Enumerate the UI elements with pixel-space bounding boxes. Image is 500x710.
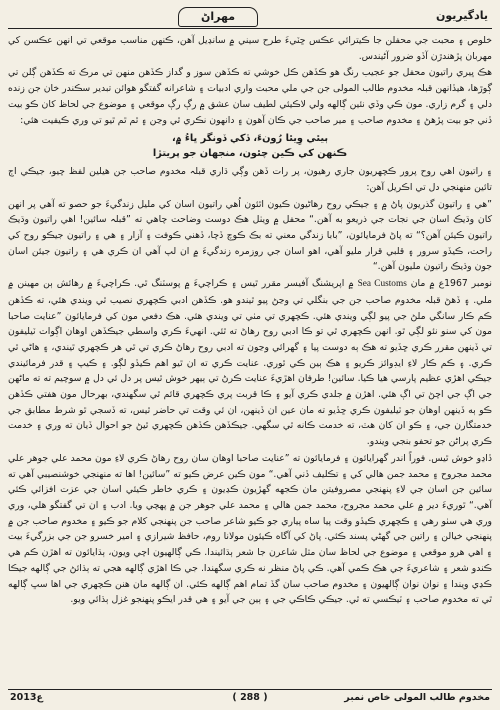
issue-title: مخدوم طالب المولى خاص نمبر bbox=[344, 692, 490, 703]
paragraph: خلوص ۽ محبت جي محفلن جا ڪيترائي عڪس ڇٽيءَ طرح سيني ۾ سانڍيل آهن، ڪنهن مناسب موقعي تي انهن عڪسن کي مهربان پڙهندڙن آڏو ضرور آڻيندس. bbox=[8, 35, 492, 62]
inline-english-term: Sea Customs bbox=[357, 279, 407, 290]
article-body bbox=[8, 33, 492, 608]
verse bbox=[8, 131, 492, 161]
issue-year: 2013ع bbox=[10, 692, 43, 703]
verse-line-2: ڪنهن کي ڪين چئون، منجهان جو پريتڙا bbox=[152, 148, 348, 160]
page-header bbox=[8, 6, 492, 29]
section-title: يادگيريون bbox=[435, 9, 488, 22]
paragraph: ”هي ۽ راتيون گذريون پاڻ ۾ ۽ جيڪي روح رهاڻيون ڪيون اٿئون اُهي راتيون اسان کي مليل زندگيءَ جو حصو ته آهي پر انهن کان وڌيڪ اسان جي نجات جي ذريعو به آهن.“ محفل ۾ ويٺل هڪ دوست وضاحت چاهي ته ”قبلہ سائين! اهي راتيون وڌيڪ راتيون ڪيئن آهن؟“ ته پاڻ فرمايائون، ”بابا زندگي معني ته بڪ ڪوچ ڏچا، ڏهني ڪوفت ۽ آزار ۽ هي ۽ راتيون جيڪو روح کي راحت، ڪيڏو سرور ۽ قلبي قرار مليو آهي، اهو اسان جي روزمره زندگيءَ ۾ ان لپ آهي ان ڪري هي ۽ راتيون جيئن اسان جون وڌيڪ راتيون مليون آهن.“ bbox=[8, 198, 492, 273]
paragraph: ڏاڍو خوش ٿيس. فوراً اندر گهرايائون ۽ فرمايائون ته ”عنايت صاحبا اوهان سان روح رهاڻ ڪري لاءِ مون محمد علي جوهر علي محمد مجروح ۽ محمد جمن هالي کي ۽ تڪليف ڏني آهي.“ مون ڪين عرض ڪيو ته ”سائين! اها ته منهنجي خوشنصيبي آهي ته سائين جن اسان جي لاءِ پنهنجي مصروفيتن مان ڪجهه گهڙيون ڪڍيون ۽ ڪري خاطر ڪيئي اسان جي عزت افزائي ڪئي آهي.“ ٿوريءَ دير ۾ علي محمد مجروح، محمد جمن هالي ۽ محمد علي جوهر جن ۾ پهچي ويا. ادب ۽ ان تي گفتگو هلي، وري وري هي سٺو رهي ۽ ڪچهري ڪيڏو وقت پيا ساه پياري جو ڪيو شاعر صاحب جن پنهنجي کلام جو ڪيو ۽ مخدوم صاحب جن ۾ پنهنجي خيالن ۽ راتين جي گهڻي پسند ڪئي. پاڻ کي آگاه ڪيئون مولانا روم، حافظ شيرازي ۽ امير خسرو جن جي بزرگيءَ بيت ۽ اهي هرو موقعي ۽ موضوع جي لحاظ سان مثل شاعرن جا شعر ٻڌائيندا. ڪي ڳالهيون اچي ويون، ٻڌايائون ته اهڙن ڪم هي ڪندو شعر ۽ شاعريءَ جي هڪ ڪمي آهي. ڪي پاڻ منظر نه ڪري سگهندا. جي ڪا اهڙي ڳالهه هجي ته ٻڌائڻ جي ڳالهه جيڪا ڪڍي ويندا ۽ نوان نوان ڳالهيون ۽ مخدوم صاحب سان گڏ تمام اهم ڳالهه ڪئي. ان ڳالهه مان هنن ڪچهري جي اها سڀ ڳالهه ٿي ته مخدوم صاحب ۽ ٽيڪسي ته ٿي. جيڪي ڪاڪي جي ۽ ٻين جي آيو ۽ هي قدر ايڪو پنهنجو غزل ٻڌائي ويو. bbox=[8, 452, 492, 606]
magazine-logo: مهراڻ bbox=[178, 7, 258, 27]
paragraph: نومبر 1967ع ۾ مان Sea Customs ۾ اپريشنگ آفيسر مقرر ٿيس ۽ ڪراچيءَ ۾ پوسٽنگ ٿي. ڪراچيءَ ۾ رهائش ٻن مهينن ۾ ملي. ۽ ڏهڻ قبلہ مخدوم صاحب جن جي بنگلي تي وڃڻ پيو ٿيندو هو. ڪڏهن ادبي ڪچهري نصيب ٿي ويندي هئي، ته ڪڏهن ڪم ڪار سانگي ملڻ جي پيو لڳي ويندي هئي. ڪچهري تي مٺي تي ويندي هئي. هڪ دفعي مون کي فرمايائون ”عنايت صاحبا مون کي سنو نئو لڳي ٿو. انهن ڪچهري ٿي تو ڪا ادبي روح رهاڻ ته ٿئي. انهيءَ ڪري واسطي جيڪڏهن اوهان اڳوات ٽيليفون تي ڏينهن مقرر ڪري ڇڏيو ته هڪ ٻه دوست پيا ۽ گهرائي وڃون ته ادبي روح رهاڻ ڪري تي ٿي هر ڪچهري ٿيندي، ۽ هاڻي ٿي ڪري. ۽ ڪم ڪار لاءِ ايڊوائز ڪريو ۽ هڪ ٻين ڪي ٿوري. عنايت ڪري ته ان ٿيو اهم ڪيڏو لڳو. ۽ ڪيپ ۽ قدر فرمائيندي جيڪي اهڙي عظيم پارسي هيا ڪيا. سائين! طرفان اهڙيءَ عنايت ڪرڻ تي ٻيهر خوش ٿيس پر دل ئي دل ۾ سوچيم ته ته ماڻهن جي اڳ جي اچڻ تي اڳ هئي. اهڙن ۾ جلدي ڪري آيو ۽ ڪا قربت پري ڪچهري قائم ٿي سگهندي، بهرحال مون هفتي ڪڏهن ڪو ٻه ڏينهن اوهان جو ٽيليفون ڪري ڇڏيو ته مان عين ان ڏينهن، ان ئي وقت تي حاضر ٿيس، ته ڏسجي ٿو شرط مطابق جي خدمتگارن جي، ۽ ڪو ان کان هٽ، ته خدمت ڪانه ٿي سگهي. جيڪڏهن ڪڏهن ڪچهري ٿيڻ جو احوال ڏيان ته وري ۽ خدمت ڪري پراڻن جو تحفو بنجي ويندو. bbox=[8, 278, 492, 448]
page-footer bbox=[8, 689, 492, 706]
paragraph: هڪ ڀيري راتيون محفل جو عجيب رنگ هو ڪڏهن ڪل خوشي ته ڪڏهن سوز و گداز ڪڏهن منهن تي مرڪ ته ڪڏهن ڳلن تي ڳوڙها، هيڏانهن قبلہ مخدوم طالب المولى جن جي ملي محبت واري ادبيات ۽ شاعرانه گفتگو هوائن تبدير سڪندر خان جن زنده دلي ۽ گرم زاري. مون ڪي وڏي نئين ڳالهه ولي لاڪيئي لطيف سان عشق ۾ رڳ رڳ موقعي ۽ موضوع جي لحاظ کان ڪو بيت ڏني جو بيت پڙهڻ ۽ مخدوم صاحب ۽ مير صاحب جي ڪان آهون ۽ دانهون نڪري ٿي وڃن ۽ ٿم ٿم ٿيو تي وري ڪيفيت هئي: bbox=[8, 67, 492, 126]
verse-line-1: ٻيئي وِيئا رُونءَ، ڏکي ڏونگر ڀاءُ ۾، bbox=[171, 133, 329, 145]
paragraph: ۽ راتيون اهي روح پرور ڪچهريون جاري رهيون، پر رات ڏهن وڳي ڌاري قبلہ مخدوم صاحب جن هيلين لفظ چيو، جيڪي اڄ تائين منهنجي دل تي اڪريل آهن: bbox=[8, 166, 492, 193]
page-number: ( 288 ) bbox=[232, 692, 268, 703]
